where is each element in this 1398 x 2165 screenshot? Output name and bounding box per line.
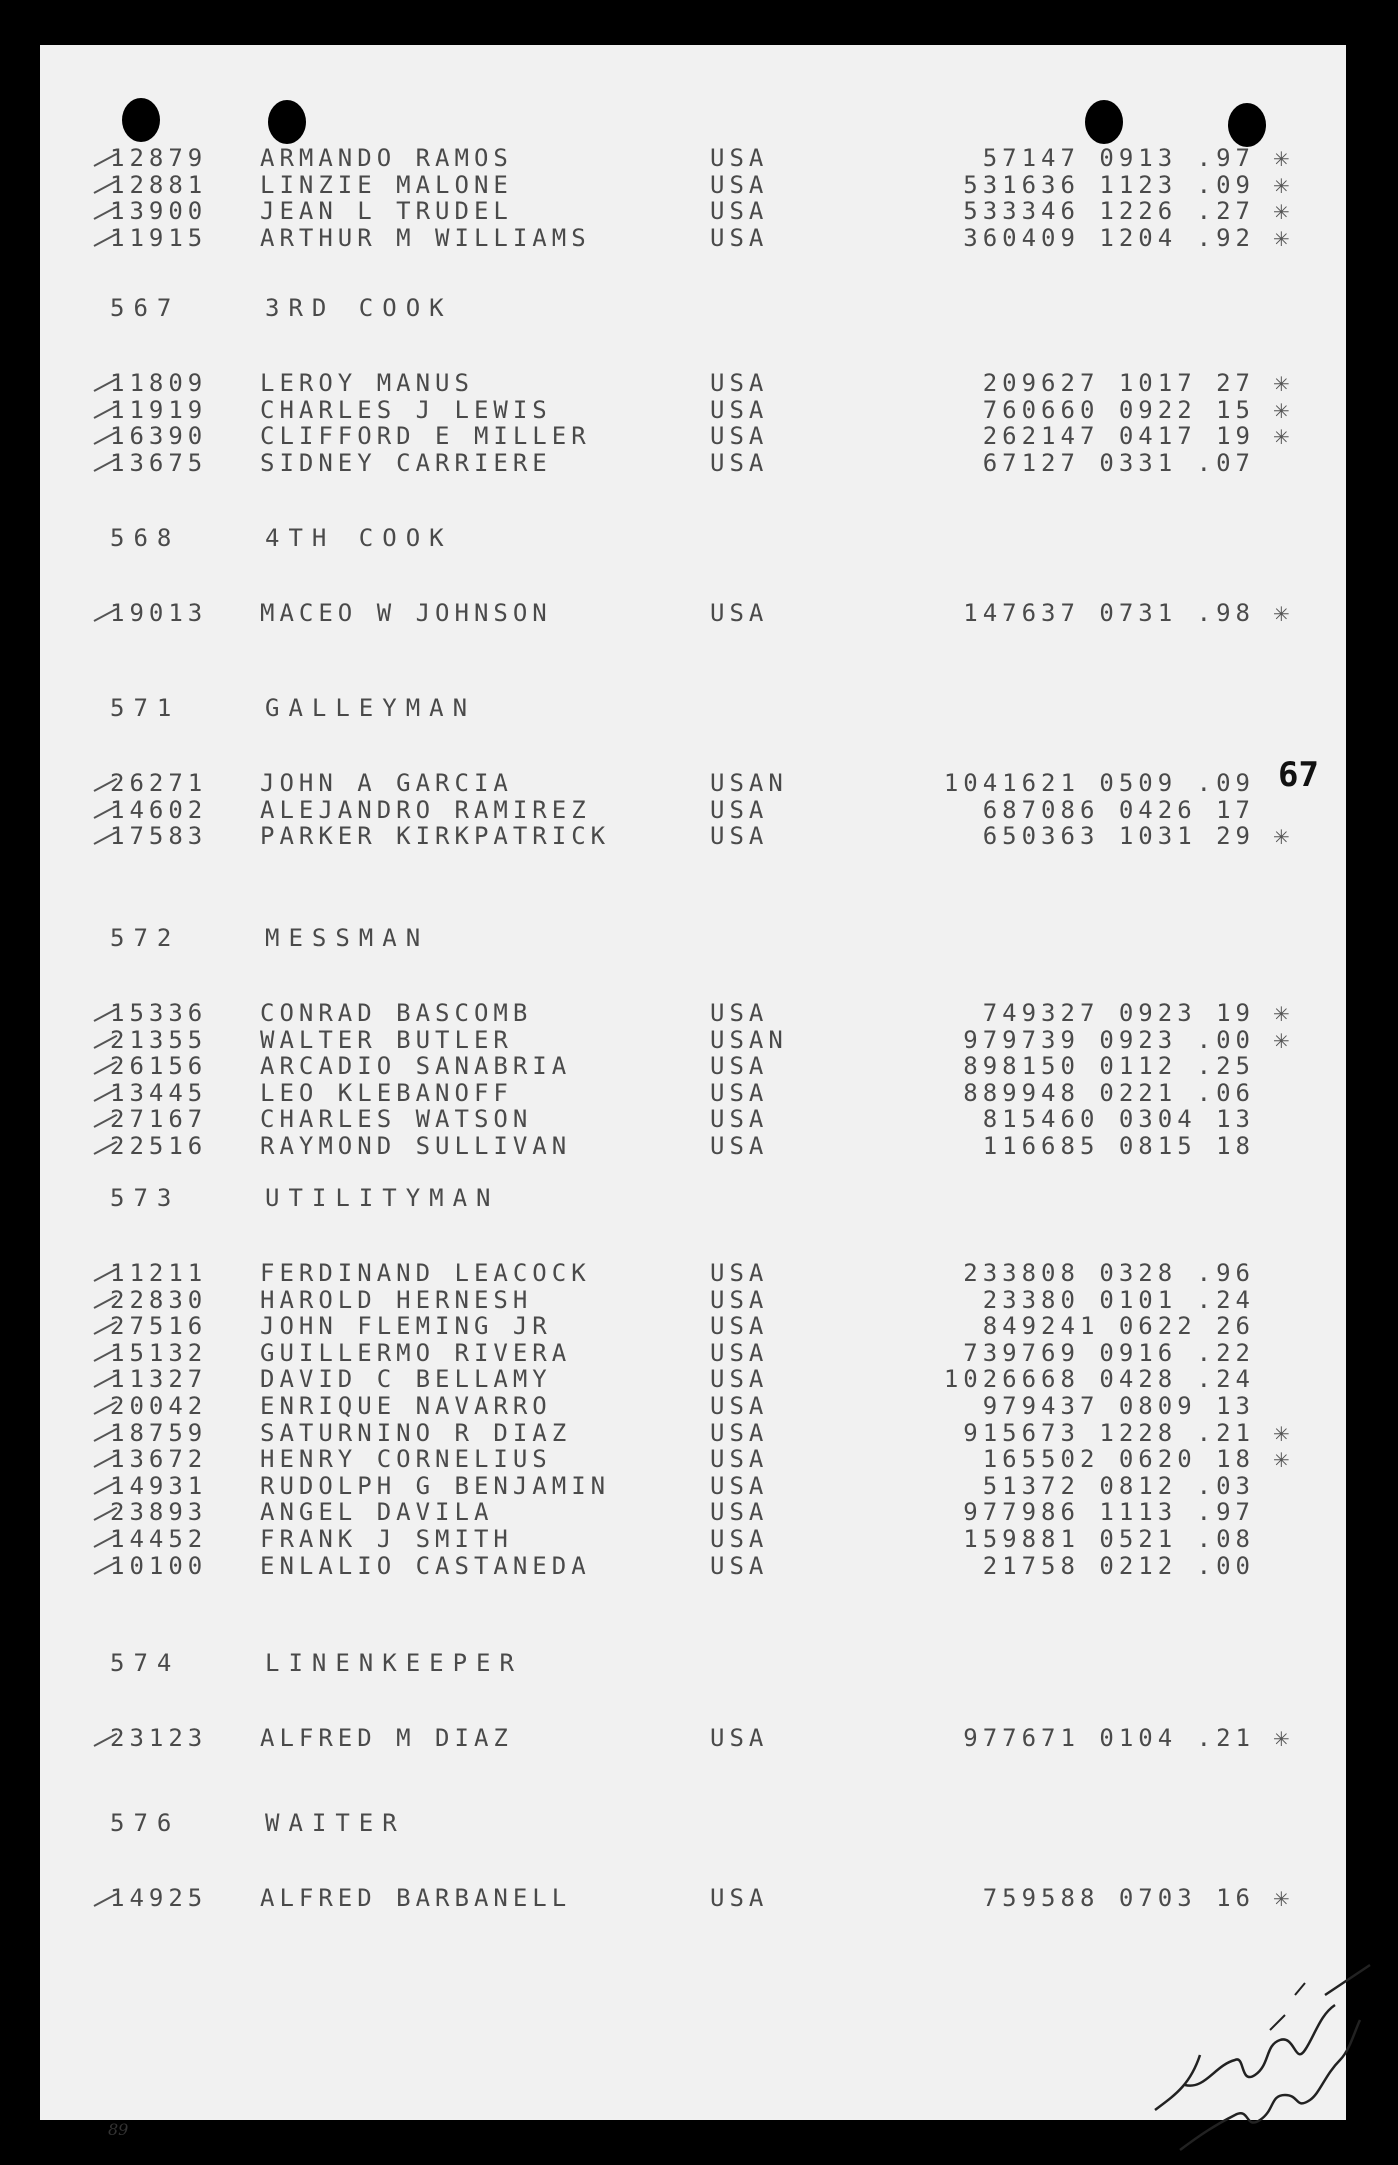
nationality: USA xyxy=(710,999,769,1027)
book-record: 760660 0922 15 xyxy=(982,395,1255,424)
book-record: 262147 0417 19 xyxy=(982,422,1255,451)
employee-number: 23123 xyxy=(110,1724,208,1752)
nationality: USA xyxy=(710,1471,769,1500)
employee-number: 15336 xyxy=(110,999,208,1027)
section-title: UTILITYMAN xyxy=(265,1184,500,1212)
employee-number: 16390 xyxy=(110,422,208,451)
crew-row xyxy=(110,1885,1255,1912)
crew-name: JEAN L TRUDEL xyxy=(260,197,513,226)
crew-name: SATURNINO R DIAZ xyxy=(260,1418,572,1447)
asterisk-mark: ✳ xyxy=(1273,1028,1290,1053)
nationality: USA xyxy=(710,1132,769,1160)
asterisk-mark: ✳ xyxy=(1273,1448,1290,1473)
document-page xyxy=(40,45,1346,2139)
crew-name: CHARLES J LEWIS xyxy=(260,395,552,424)
asterisk-mark: ✳ xyxy=(1273,1887,1290,1911)
section-heading xyxy=(110,1810,910,1837)
crew-name: GUILLERMO RIVERA xyxy=(260,1338,572,1367)
nationality: USA xyxy=(710,1724,769,1752)
crew-row xyxy=(110,1287,1255,1314)
asterisk-mark: ✳ xyxy=(1273,1421,1290,1446)
nationality: USA xyxy=(710,599,769,627)
nationality: USA xyxy=(710,144,769,172)
employee-number: 14602 xyxy=(110,795,208,824)
employee-number: 13900 xyxy=(110,197,208,226)
nationality: USA xyxy=(710,1285,769,1314)
employee-number: 20042 xyxy=(110,1392,208,1420)
employee-number: 26271 xyxy=(110,769,208,797)
nationality: USA xyxy=(710,395,769,424)
nationality: USA xyxy=(710,1312,769,1341)
section-heading xyxy=(110,295,910,322)
book-record: 116685 0815 18 xyxy=(982,1132,1255,1160)
employee-number: 13672 xyxy=(110,1445,208,1474)
book-record: 815460 0304 13 xyxy=(982,1105,1255,1134)
asterisk-mark: ✳ xyxy=(1273,173,1290,198)
crew-row xyxy=(110,370,1255,397)
asterisk-mark: ✳ xyxy=(1273,226,1290,251)
corner-note: 89 xyxy=(108,2120,129,2139)
nationality: USA xyxy=(710,223,769,252)
section-heading xyxy=(110,525,910,552)
crew-name: LEO KLEBANOFF xyxy=(260,1078,513,1107)
employee-number: 11915 xyxy=(110,223,208,252)
crew-row xyxy=(110,823,1255,850)
crew-name: ARTHUR M WILLIAMS xyxy=(260,223,591,252)
asterisk-mark: ✳ xyxy=(1273,1002,1290,1026)
nationality: USA xyxy=(710,1365,769,1394)
employee-number: 13675 xyxy=(110,448,208,477)
crew-row xyxy=(110,397,1255,424)
book-record: 531636 1123 .09 xyxy=(963,170,1255,199)
book-record: 1041621 0509 .09 xyxy=(943,769,1255,797)
nationality: USA xyxy=(710,448,769,477)
crew-name: JOHN A GARCIA xyxy=(260,769,513,797)
crew-row xyxy=(110,225,1255,252)
nationality: USA xyxy=(710,1498,769,1527)
crew-row xyxy=(110,1133,1255,1160)
book-record: 739769 0916 .22 xyxy=(963,1338,1255,1367)
employee-number: 11327 xyxy=(110,1365,208,1394)
crew-row xyxy=(110,600,1255,627)
book-record: 977671 0104 .21 xyxy=(963,1724,1255,1752)
employee-number: 21355 xyxy=(110,1025,208,1054)
crew-row xyxy=(110,198,1255,225)
nationality: USA xyxy=(710,822,769,851)
book-record: 165502 0620 18 xyxy=(982,1445,1255,1474)
crew-name: HAROLD HERNESH xyxy=(260,1285,533,1314)
book-record: 977986 1113 .97 xyxy=(963,1498,1255,1527)
section-title: GALLEYMAN xyxy=(265,694,477,722)
employee-number: 26156 xyxy=(110,1052,208,1081)
nationality: USA xyxy=(710,1078,769,1107)
book-record: 57147 0913 .97 xyxy=(982,144,1255,172)
crew-row xyxy=(110,797,1255,824)
employee-number: 22830 xyxy=(110,1285,208,1314)
section-code: 568 xyxy=(110,524,181,552)
book-record: 979437 0809 13 xyxy=(982,1392,1255,1420)
nationality: USA xyxy=(710,1259,769,1287)
employee-number: 10100 xyxy=(110,1551,208,1580)
book-record: 849241 0622 26 xyxy=(982,1312,1255,1341)
nationality: USA xyxy=(710,1052,769,1081)
asterisk-mark: ✳ xyxy=(1273,200,1290,225)
asterisk-mark: ✳ xyxy=(1273,372,1290,396)
crew-name: ALFRED BARBANELL xyxy=(260,1884,572,1912)
asterisk-mark: ✳ xyxy=(1273,147,1290,171)
section-title: WAITER xyxy=(265,1809,406,1837)
book-record: 51372 0812 .03 xyxy=(982,1471,1255,1500)
section-title: LINENKEEPER xyxy=(265,1649,523,1677)
crew-row xyxy=(110,1260,1255,1287)
nationality: USAN xyxy=(710,1025,788,1054)
crew-name: FRANK J SMITH xyxy=(260,1525,513,1553)
employee-number: 11919 xyxy=(110,395,208,424)
crew-name: SIDNEY CARRIERE xyxy=(260,448,552,477)
book-record: 1026668 0428 .24 xyxy=(943,1365,1255,1394)
book-record: 147637 0731 .98 xyxy=(963,599,1255,627)
nationality: USA xyxy=(710,422,769,451)
employee-number: 19013 xyxy=(110,599,208,627)
book-record: 759588 0703 16 xyxy=(982,1884,1255,1912)
crew-name: CONRAD BASCOMB xyxy=(260,999,533,1027)
book-record: 209627 1017 27 xyxy=(982,369,1255,397)
book-record: 67127 0331 .07 xyxy=(982,448,1255,477)
crew-name: CHARLES WATSON xyxy=(260,1105,533,1134)
crew-row xyxy=(110,1420,1255,1447)
crew-row xyxy=(110,1725,1255,1752)
employee-number: 13445 xyxy=(110,1078,208,1107)
employee-number: 27516 xyxy=(110,1312,208,1341)
crew-row xyxy=(110,1313,1255,1340)
book-record: 159881 0521 .08 xyxy=(963,1525,1255,1553)
asterisk-mark: ✳ xyxy=(1273,398,1290,423)
employee-number: 18759 xyxy=(110,1418,208,1447)
section-heading xyxy=(110,1185,910,1212)
nationality: USA xyxy=(710,1392,769,1420)
section-heading xyxy=(110,925,910,952)
employee-number: 12879 xyxy=(110,144,208,172)
nationality: USA xyxy=(710,1445,769,1474)
book-record: 360409 1204 .92 xyxy=(963,223,1255,252)
page-number: 67 xyxy=(1278,755,1319,795)
book-record: 749327 0923 19 xyxy=(982,999,1255,1027)
crew-name: CLIFFORD E MILLER xyxy=(260,422,591,451)
nationality: USA xyxy=(710,369,769,397)
asterisk-mark: ✳ xyxy=(1273,1727,1290,1751)
crew-row xyxy=(110,1526,1255,1553)
punch-hole xyxy=(268,100,306,144)
asterisk-mark: ✳ xyxy=(1273,825,1290,850)
nationality: USA xyxy=(710,1338,769,1367)
section-title: 4TH COOK xyxy=(265,524,453,552)
punch-hole xyxy=(1085,100,1123,144)
section-code: 572 xyxy=(110,924,181,952)
book-record: 979739 0923 .00 xyxy=(963,1025,1255,1054)
punch-hole xyxy=(1228,103,1266,147)
book-record: 233808 0328 .96 xyxy=(963,1259,1255,1287)
crew-row xyxy=(110,145,1255,172)
section-code: 571 xyxy=(110,694,181,722)
handwritten-signature xyxy=(1145,1935,1375,2165)
employee-number: 17583 xyxy=(110,822,208,851)
crew-name: ANGEL DAVILA xyxy=(260,1498,494,1527)
nationality: USA xyxy=(710,1884,769,1912)
crew-row xyxy=(110,1366,1255,1393)
crew-row xyxy=(110,1053,1255,1080)
book-record: 898150 0112 .25 xyxy=(963,1052,1255,1081)
crew-row xyxy=(110,1027,1255,1054)
crew-row xyxy=(110,770,1255,797)
crew-row xyxy=(110,1499,1255,1526)
nationality: USA xyxy=(710,197,769,226)
section-code: 567 xyxy=(110,294,181,322)
crew-name: WALTER BUTLER xyxy=(260,1025,513,1054)
crew-name: MACEO W JOHNSON xyxy=(260,599,552,627)
section-code: 576 xyxy=(110,1809,181,1837)
crew-name: DAVID C BELLAMY xyxy=(260,1365,552,1394)
crew-row xyxy=(110,1473,1255,1500)
crew-name: ARCADIO SANABRIA xyxy=(260,1052,572,1081)
crew-name: ALEJANDRO RAMIREZ xyxy=(260,795,591,824)
section-title: MESSMAN xyxy=(265,924,430,952)
book-record: 21758 0212 .00 xyxy=(982,1551,1255,1580)
crew-row xyxy=(110,1446,1255,1473)
section-heading xyxy=(110,695,910,722)
nationality: USA xyxy=(710,795,769,824)
section-code: 573 xyxy=(110,1184,181,1212)
crew-row xyxy=(110,1000,1255,1027)
crew-row xyxy=(110,1393,1255,1420)
nationality: USAN xyxy=(710,769,788,797)
nationality: USA xyxy=(710,1105,769,1134)
section-heading xyxy=(110,1650,910,1677)
crew-row xyxy=(110,450,1255,477)
crew-row xyxy=(110,1080,1255,1107)
nationality: USA xyxy=(710,1551,769,1580)
crew-name: ARMANDO RAMOS xyxy=(260,144,513,172)
crew-name: ENRIQUE NAVARRO xyxy=(260,1392,552,1420)
book-record: 889948 0221 .06 xyxy=(963,1078,1255,1107)
crew-row xyxy=(110,172,1255,199)
employee-number: 22516 xyxy=(110,1132,208,1160)
crew-name: LINZIE MALONE xyxy=(260,170,513,199)
crew-name: PARKER KIRKPATRICK xyxy=(260,822,611,851)
crew-name: RUDOLPH G BENJAMIN xyxy=(260,1471,611,1500)
book-record: 650363 1031 29 xyxy=(982,822,1255,851)
book-record: 23380 0101 .24 xyxy=(982,1285,1255,1314)
nationality: USA xyxy=(710,1418,769,1447)
employee-number: 14931 xyxy=(110,1471,208,1500)
book-record: 915673 1228 .21 xyxy=(963,1418,1255,1447)
crew-row xyxy=(110,1553,1255,1580)
crew-name: LEROY MANUS xyxy=(260,369,474,397)
crew-name: FERDINAND LEACOCK xyxy=(260,1259,591,1287)
crew-name: ENLALIO CASTANEDA xyxy=(260,1551,591,1580)
employee-number: 27167 xyxy=(110,1105,208,1134)
section-title: 3RD COOK xyxy=(265,294,453,322)
book-record: 533346 1226 .27 xyxy=(963,197,1255,226)
crew-name: ALFRED M DIAZ xyxy=(260,1724,513,1752)
crew-name: JOHN FLEMING JR xyxy=(260,1312,552,1341)
employee-number: 11809 xyxy=(110,369,208,397)
crew-name: HENRY CORNELIUS xyxy=(260,1445,552,1474)
employee-number: 23893 xyxy=(110,1498,208,1527)
section-code: 574 xyxy=(110,1649,181,1677)
book-record: 687086 0426 17 xyxy=(982,795,1255,824)
asterisk-mark: ✳ xyxy=(1273,425,1290,450)
employee-number: 15132 xyxy=(110,1338,208,1367)
crew-row xyxy=(110,423,1255,450)
crew-row xyxy=(110,1106,1255,1133)
asterisk-mark: ✳ xyxy=(1273,602,1290,626)
employee-number: 12881 xyxy=(110,170,208,199)
punch-hole xyxy=(122,98,160,142)
nationality: USA xyxy=(710,170,769,199)
employee-number: 14452 xyxy=(110,1525,208,1553)
employee-number: 14925 xyxy=(110,1884,208,1912)
employee-number: 11211 xyxy=(110,1259,208,1287)
crew-row xyxy=(110,1340,1255,1367)
crew-name: RAYMOND SULLIVAN xyxy=(260,1132,572,1160)
nationality: USA xyxy=(710,1525,769,1553)
